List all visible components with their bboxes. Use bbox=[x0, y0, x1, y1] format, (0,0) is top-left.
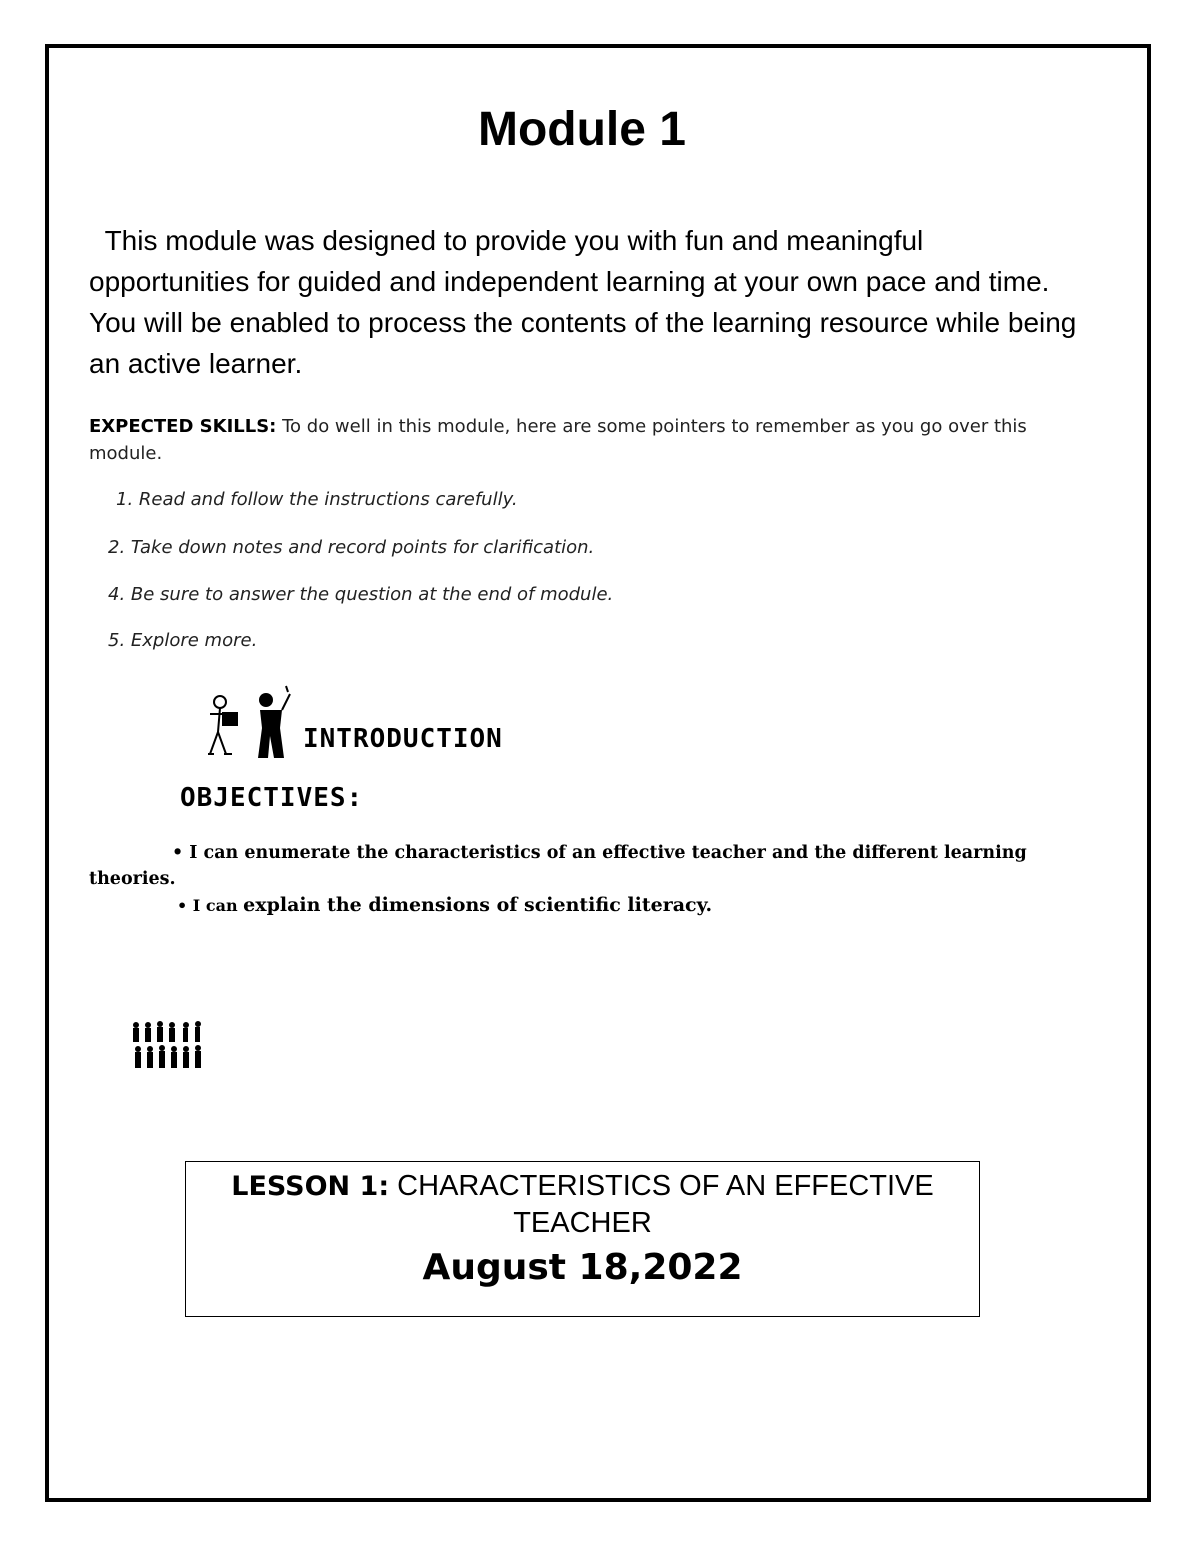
bullet: • bbox=[177, 896, 188, 915]
objective-text: I can enumerate the characteristics of an effective teacher and the different learning theories. bbox=[89, 843, 1027, 889]
module-title: Module 1 bbox=[477, 103, 686, 156]
intro-paragraph bbox=[89, 220, 1089, 384]
intro-paragraph-text: This module was designed to provide you with fun and meaningful opportunities for guided and independent learning at your own pace and time. You will be enabled to process the contents of the learning resource while being an active learner. bbox=[89, 225, 1077, 379]
expected-skills bbox=[89, 413, 1069, 467]
bullet: • bbox=[172, 843, 184, 863]
lesson-box bbox=[185, 1161, 980, 1317]
step-item: 2. Take down notes and record points for clarification. bbox=[108, 537, 595, 558]
objectives-title: OBJECTIVES: bbox=[180, 783, 364, 813]
crowd-icon bbox=[130, 1020, 206, 1076]
step-item: 5. Explore more. bbox=[108, 630, 258, 651]
objective-prefix: I can bbox=[187, 896, 244, 915]
step-item: 1. Read and follow the instructions carefully. bbox=[116, 489, 518, 510]
lesson-title: CHARACTERISTICS OF AN EFFECTIVE bbox=[389, 1170, 934, 1202]
lesson-label: LESSON 1: bbox=[231, 1171, 390, 1202]
expected-skills-label: EXPECTED SKILLS: bbox=[89, 416, 277, 437]
lesson-date: August 18,2022 bbox=[422, 1247, 743, 1288]
lesson-title-line bbox=[186, 1168, 979, 1205]
objective-item bbox=[89, 840, 1049, 892]
expected-skills-text: To do well in this module, here are some pointers to remember as you go over this module. bbox=[89, 416, 1027, 464]
objective-text: explain the dimensions of scientific literacy. bbox=[243, 894, 713, 916]
step-item: 4. Be sure to answer the question at the end of module. bbox=[108, 584, 614, 605]
introduction-label: INTRODUCTION bbox=[303, 724, 503, 754]
two-figures-icon bbox=[200, 682, 295, 762]
objective-item bbox=[177, 890, 712, 921]
introduction-header bbox=[200, 682, 503, 762]
lesson-title-line bbox=[186, 1205, 979, 1242]
lesson-title: TEACHER bbox=[513, 1207, 652, 1239]
